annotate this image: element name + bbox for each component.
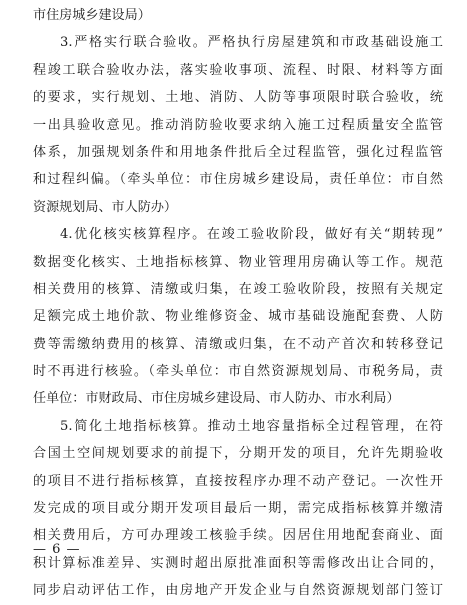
text-line: 市住房城乡建设局） [33,8,151,23]
text-line: 程竣工联合验收办法，落实验收事项、流程、时限、材料等方面 [33,62,443,78]
body-text [33,2,443,605]
text-line: 4.优化核实核算程序。在竣工验收阶段，做好有关“期转现” [60,227,443,243]
text-line: 3.严格实行联合验收。严格执行房屋建筑和市政基础设施工 [60,35,443,51]
text-line: 和过程纠偏。（牵头单位：市住房城乡建设局，责任单位：市自然 [33,172,443,188]
text-line: 足额完成土地价款、物业维修资金、城市基础设施配套费、人防 [33,309,443,325]
text-line: 发完成的项目或分期开发项目最后一期，需完成指标核算并缴清 [33,501,443,517]
text-line: 同步启动评估工作，由房地产开发企业与自然资源规划部门签订 [33,583,443,599]
text-line: 任单位：市财政局、市住房城乡建设局、市人防办、市水利局） [33,391,400,407]
text-line: 相关费用后，方可办理竣工核验手续。因居住用地配套商业、面 [33,528,443,544]
text-line: 数据变化核实、土地指标核算、物业管理用房确认等工作。规范 [33,254,443,270]
text-line: 时不再进行核验。（牵头单位：市自然资源规划局、市税务局，责 [33,364,443,380]
text-line: 合国土空间规划要求的前提下，分期开发的项目，允许先期验收 [33,446,443,462]
text-line: 资源规划局、市人防办） [33,199,178,215]
text-line: 的项目不进行指标核算，直接按程序办理不动产登记。一次性开 [33,473,443,489]
text-line: 5.简化土地指标核算。推动土地容量指标全过程管理，在符 [60,418,443,434]
text-line: 相关费用的核算、清缴或归集，在竣工验收阶段，按照有关规定 [33,281,443,297]
page-number: — 6 — [33,542,81,557]
text-line: 的要求，实行规划、土地、消防、人防等事项限时联合验收，统 [33,90,443,106]
text-line: 积计算标准差异、实测时超出原批准面积等需修改出让合同的， [33,555,443,571]
text-line: 费等需缴纳费用的核算、清缴或归集，在不动产首次和转移登记 [33,336,443,352]
text-line: 体系，加强规划条件和用地条件批后全过程监管，强化过程监管 [33,144,443,160]
text-line: 一出具验收意见。推动消防验收要求纳入施工过程质量安全监管 [33,117,443,133]
